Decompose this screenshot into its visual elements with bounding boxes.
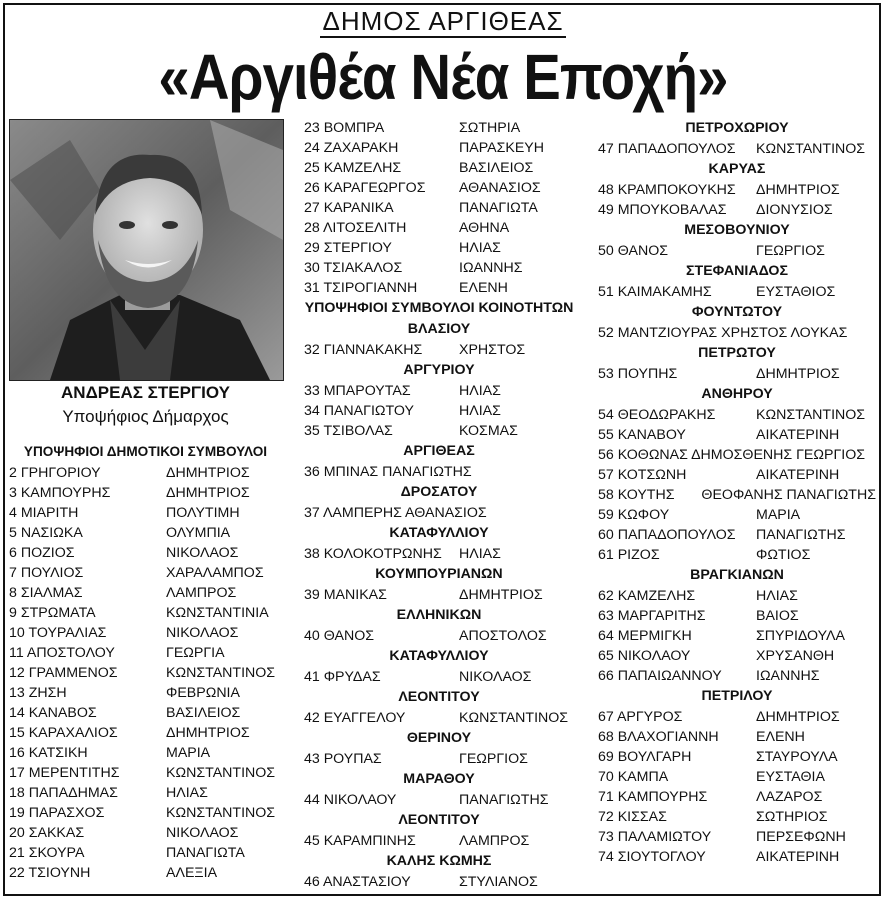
surname: 69 ΒΟΥΛΓΑΡΗ — [598, 749, 692, 765]
candidate-row — [304, 198, 574, 218]
candidate-row — [9, 643, 284, 663]
first-name: ΙΩΑΝΝΗΣ — [756, 668, 820, 684]
candidate-row — [598, 282, 876, 302]
candidate-row — [598, 707, 876, 727]
surname: 23 ΒΟΜΠΡΑ — [304, 120, 385, 136]
candidate-row — [304, 340, 574, 360]
candidate-name: ΑΝΔΡΕΑΣ ΣΤΕΡΓΙΟΥ — [61, 383, 230, 402]
surname: 53 ΠΟΥΠΗΣ — [598, 366, 678, 382]
first-name: ΛΑΜΠΡΟΣ — [459, 833, 530, 849]
candidate-row — [304, 626, 574, 646]
first-name: ΠΑΡΑΣΚΕΥΗ — [459, 140, 544, 156]
first-name: ΠΑΝΑΓΙΩΤΗΣ — [459, 792, 549, 808]
first-name: ΚΩΝΣΤΑΝΤΙΝΟΣ — [756, 141, 866, 157]
surname: 51 ΚΑΙΜΑΚΑΜΗΣ — [598, 284, 712, 300]
first-name: ΠΑΝΑΓΙΩΤΑ — [166, 845, 245, 861]
first-name: ΚΩΝΣΤΑΝΤΙΝΟΣ — [459, 710, 569, 726]
candidate-row — [598, 606, 876, 626]
first-name: ΑΙΚΑΤΕΡΙΝΗ — [756, 849, 840, 865]
first-name: ΗΛΙΑΣ — [459, 240, 501, 256]
first-name: ΕΛΕΝΗ — [459, 280, 508, 296]
candidate-row — [304, 401, 574, 421]
first-name: ΕΥΣΤΑΘΙΑ — [756, 769, 825, 785]
first-name: ΗΛΙΑΣ — [459, 403, 501, 419]
first-name: ΝΙΚΟΛΑΟΣ — [459, 669, 532, 685]
candidate-row — [304, 585, 574, 605]
candidate-row — [598, 139, 876, 159]
candidate-row — [304, 503, 574, 523]
candidate-row — [304, 238, 574, 258]
surname: 73 ΠΑΛΑΜΙΩΤΟΥ — [598, 829, 712, 845]
first-name: ΗΛΙΑΣ — [756, 588, 798, 604]
candidate-row — [9, 763, 284, 783]
surname: 18 ΠΑΠΑΔΗΜΑΣ — [9, 785, 118, 801]
first-name: ΚΟΣΜΑΣ — [459, 423, 518, 439]
candidate-row — [598, 767, 876, 787]
surname: 40 ΘΑΝΟΣ — [304, 628, 375, 644]
first-name: ΒΑΙΟΣ — [756, 608, 799, 624]
surname: 65 ΝΙΚΟΛΑΟΥ — [598, 648, 691, 664]
candidate-row — [598, 626, 876, 646]
surname: 21 ΣΚΟΥΡΑ — [9, 845, 85, 861]
community-header: ΜΑΡΑΘΟΥ — [403, 771, 475, 787]
first-name: ΔΗΜΗΤΡΙΟΣ — [756, 366, 840, 382]
first-name: ΜΑΡΙΑ — [756, 507, 801, 523]
candidate-row — [9, 783, 284, 803]
first-name: ΚΩΝΣΤΑΝΤΙΝΟΣ — [756, 407, 866, 423]
surname: 11 ΑΠΟΣΤΟΛΟΥ — [9, 645, 115, 661]
candidate-row — [304, 258, 574, 278]
first-name: ΓΕΩΡΓΙΟΣ — [756, 243, 825, 259]
candidate-row — [598, 787, 876, 807]
surname: 55 ΚΑΝΑΒΟΥ — [598, 427, 686, 443]
surname: 63 ΜΑΡΓΑΡΙΤΗΣ — [598, 608, 706, 624]
municipal-councillors-header: ΥΠΟΨΗΦΙΟΙ ΔΗΜΟΤΙΚΟΙ ΣΥΜΒΟΥΛΟΙ — [23, 444, 268, 459]
first-name: ΑΙΚΑΤΕΡΙΝΗ — [756, 467, 840, 483]
community-header: ΠΕΤΡΙΛΟΥ — [701, 688, 773, 704]
surname: 57 ΚΟΤΣΩΝΗ — [598, 467, 687, 483]
surname: 74 ΣΙΟΥΤΟΓΛΟΥ — [598, 849, 706, 865]
surname: 24 ΖΑΧΑΡΑΚΗ — [304, 140, 399, 156]
candidate-row — [9, 463, 284, 483]
candidate-row — [9, 683, 284, 703]
first-name: ΣΩΤΗΡΙΟΣ — [756, 809, 828, 825]
surname: 10 ΤΟΥΡΑΛΙΑΣ — [9, 625, 107, 641]
candidate-row — [304, 790, 574, 810]
first-name: ΠΑΝΑΓΙΩΤΗΣ — [756, 527, 846, 543]
candidate-row — [598, 586, 876, 606]
candidate-row — [9, 663, 284, 683]
candidate-row — [304, 667, 574, 687]
community-header: ΚΟΥΜΠΟΥΡΙΑΝΩΝ — [375, 566, 503, 582]
first-name: ΔΗΜΗΤΡΙΟΣ — [756, 709, 840, 725]
surname: 34 ΠΑΝΑΓΙΩΤΟΥ — [304, 403, 414, 419]
surname: 72 ΚΙΣΣΑΣ — [598, 809, 667, 825]
surname: 13 ΖΗΣΗ — [9, 685, 67, 701]
candidate-row — [598, 545, 876, 565]
surname: 68 ΒΛΑΧΟΓΙΑΝΝΗ — [598, 729, 719, 745]
first-name: ΗΛΙΑΣ — [459, 383, 501, 399]
candidate-row — [304, 178, 574, 198]
candidate-row — [9, 583, 284, 603]
first-name: ΦΕΒΡΩΝΙΑ — [166, 685, 240, 701]
surname: 25 ΚΑΜΖΕΛΗΣ — [304, 160, 402, 176]
first-name: ΔΗΜΗΤΡΙΟΣ — [166, 725, 250, 741]
first-name: ΗΛΙΑΣ — [166, 785, 208, 801]
surname: 33 ΜΠΑΡΟΥΤΑΣ — [304, 383, 411, 399]
surname: 26 ΚΑΡΑΓΕΩΡΓΟΣ — [304, 180, 426, 196]
candidate-row — [9, 863, 284, 883]
community-header: ΚΑΡΥΑΣ — [708, 161, 766, 177]
first-name: ΑΠΟΣΤΟΛΟΣ — [459, 628, 547, 644]
surname: 5 ΝΑΣΙΩΚΑ — [9, 525, 83, 541]
first-name: ΑΘΑΝΑΣΙΟΣ — [459, 180, 541, 196]
surname: 31 ΤΣΙΡΟΓΙΑΝΝΗ — [304, 280, 418, 296]
candidate-row — [9, 523, 284, 543]
candidate-row — [304, 831, 574, 851]
first-name: ΒΑΣΙΛΕΙΟΣ — [459, 160, 534, 176]
community-header: ΜΕΣΟΒΟΥΝΙΟΥ — [684, 222, 790, 238]
community-header: ΥΠΟΨΗΦΙΟΙ ΣΥΜΒΟΥΛΟΙ ΚΟΙΝΟΤΗΤΩΝ — [304, 300, 574, 316]
candidate-row — [304, 118, 574, 138]
candidate-row — [598, 847, 876, 867]
first-name: ΠΕΡΣΕΦΩΝΗ — [756, 829, 846, 845]
surname: 62 ΚΑΜΖΕΛΗΣ — [598, 588, 696, 604]
candidate-row — [304, 381, 574, 401]
community-councillors-list-2 — [598, 118, 876, 867]
candidate-row — [598, 485, 876, 505]
community-header: ΦΟΥΝΤΩΤΟΥ — [691, 304, 783, 320]
candidate-row — [598, 180, 876, 200]
surname: 30 ΤΣΙΑΚΑΛΟΣ — [304, 260, 403, 276]
first-name: ΛΑΖΑΡΟΣ — [756, 789, 823, 805]
first-name: ΔΗΜΗΤΡΙΟΣ — [166, 485, 250, 501]
surname: 54 ΘΕΟΔΩΡΑΚΗΣ — [598, 407, 716, 423]
surname: 56 ΚΟΘΩΝΑΣ ΔΗΜΟΣΘΕΝΗΣ ΓΕΩΡΓΙΟΣ — [598, 447, 866, 463]
first-name: ΑΙΚΑΤΕΡΙΝΗ — [756, 427, 840, 443]
surname: 19 ΠΑΡΑΣΧΟΣ — [9, 805, 105, 821]
first-name: ΝΙΚΟΛΑΟΣ — [166, 825, 239, 841]
candidate-row — [304, 872, 574, 892]
surname: 22 ΤΣΙΟΥΝΗ — [9, 865, 91, 881]
first-name: ΔΗΜΗΤΡΙΟΣ — [756, 182, 840, 198]
surname: 3 ΚΑΜΠΟΥΡΗΣ — [9, 485, 111, 501]
candidate-row — [598, 727, 876, 747]
community-header: ΛΕΟΝΤΙΤΟΥ — [398, 812, 480, 828]
first-name: ΙΩΑΝΝΗΣ — [459, 260, 523, 276]
candidate-row — [304, 218, 574, 238]
surname: 71 ΚΑΜΠΟΥΡΗΣ — [598, 789, 708, 805]
surname: 64 ΜΕΡΜΙΓΚΗ — [598, 628, 692, 644]
surname: 42 ΕΥΑΓΓΕΛΟΥ — [304, 710, 406, 726]
candidate-row — [9, 843, 284, 863]
candidate-row — [598, 505, 876, 525]
candidate-row — [9, 723, 284, 743]
municipal-councillors-list — [9, 463, 284, 883]
first-name: ΑΛΕΞΙΑ — [166, 865, 218, 881]
surname: 8 ΣΙΑΛΜΑΣ — [9, 585, 83, 601]
first-name: ΣΠΥΡΙΔΟΥΛΑ — [756, 628, 845, 644]
candidate-row — [598, 465, 876, 485]
surname: 41 ΦΡΥΔΑΣ — [304, 669, 381, 685]
community-councillors-list-1 — [304, 118, 574, 892]
candidate-row — [9, 743, 284, 763]
community-header: ΑΝΘΗΡΟΥ — [701, 386, 773, 402]
surname: 44 ΝΙΚΟΛΑΟΥ — [304, 792, 397, 808]
first-name: ΒΑΣΙΛΕΙΟΣ — [166, 705, 241, 721]
first-name: ΔΗΜΗΤΡΙΟΣ — [459, 587, 543, 603]
candidate-row — [598, 525, 876, 545]
candidate-row — [598, 364, 876, 384]
surname: 50 ΘΑΝΟΣ — [598, 243, 669, 259]
surname: 67 ΑΡΓΥΡΟΣ — [598, 709, 683, 725]
candidate-row — [598, 646, 876, 666]
surname: 47 ΠΑΠΑΔΟΠΟΥΛΟΣ — [598, 141, 736, 157]
candidate-portrait-image — [10, 120, 283, 380]
surname: 39 ΜΑΝΙΚΑΣ — [304, 587, 387, 603]
surname: 36 ΜΠΙΝΑΣ ΠΑΝΑΓΙΩΤΗΣ — [304, 464, 472, 480]
community-header: ΣΤΕΦΑΝΙΑΔΟΣ — [686, 263, 788, 279]
candidate-row — [304, 544, 574, 564]
surname: 59 ΚΩΦΟΥ — [598, 507, 670, 523]
surname: 27 ΚΑΡΑΝΙΚΑ — [304, 200, 394, 216]
surname: 48 ΚΡΑΜΠΟΚΟΥΚΗΣ — [598, 182, 736, 198]
first-name: ΣΤΑΥΡΟΥΛΑ — [756, 749, 838, 765]
first-name: ΔΙΟΝΥΣΙΟΣ — [756, 202, 833, 218]
candidate-role: Υποψήφιος Δήμαρχος — [62, 407, 229, 426]
surname: 29 ΣΤΕΡΓΙΟΥ — [304, 240, 392, 256]
surname: 49 ΜΠΟΥΚΟΒΑΛΑΣ — [598, 202, 727, 218]
candidate-row — [598, 405, 876, 425]
community-header: ΛΕΟΝΤΙΤΟΥ — [398, 689, 480, 705]
first-name: ΝΙΚΟΛΑΟΣ — [166, 625, 239, 641]
community-header: ΑΡΓΥΡΙΟΥ — [403, 362, 475, 378]
candidate-row — [9, 543, 284, 563]
candidate-row — [598, 807, 876, 827]
municipality-text: ΔΗΜΟΣ ΑΡΓΙΘΕΑΣ — [322, 6, 564, 36]
candidate-row — [304, 749, 574, 769]
candidate-row — [9, 823, 284, 843]
community-header: ΑΡΓΙΘΕΑΣ — [403, 443, 475, 459]
first-name: ΚΩΝΣΤΑΝΤΙΝΟΣ — [166, 765, 276, 781]
first-name: ΗΛΙΑΣ — [459, 546, 501, 562]
surname: 7 ΠΟΥΛΙΟΣ — [9, 565, 84, 581]
first-name: ΚΩΝΣΤΑΝΤΙΝΟΣ — [166, 665, 276, 681]
surname: 60 ΠΑΠΑΔΟΠΟΥΛΟΣ — [598, 527, 736, 543]
candidate-row — [304, 138, 574, 158]
first-name: ΝΙΚΟΛΑΟΣ — [166, 545, 239, 561]
candidate-row — [598, 827, 876, 847]
surname: 32 ΓΙΑΝΝΑΚΑΚΗΣ — [304, 342, 423, 358]
candidate-row — [304, 421, 574, 441]
first-name: ΠΟΛΥΤΙΜΗ — [166, 505, 240, 521]
candidate-row — [304, 462, 574, 482]
candidate-row — [9, 623, 284, 643]
candidate-row — [598, 747, 876, 767]
first-name: ΣΩΤΗΡΙΑ — [459, 120, 521, 136]
candidate-row — [9, 563, 284, 583]
first-name: ΓΕΩΡΓΙΟΣ — [459, 751, 528, 767]
first-name: ΛΑΜΠΡΟΣ — [166, 585, 237, 601]
first-name: ΦΩΤΙΟΣ — [756, 547, 811, 563]
candidate-row — [304, 278, 574, 298]
slogan: «Αργιθέα Νέα Εποχή» — [158, 41, 728, 113]
community-header: ΘΕΡΙΝΟΥ — [406, 730, 472, 746]
surname: 9 ΣΤΡΩΜΑΤΑ — [9, 605, 96, 621]
candidate-row — [598, 425, 876, 445]
candidate-photo — [9, 119, 284, 381]
community-header: ΠΕΤΡΩΤΟΥ — [698, 345, 776, 361]
surname: 20 ΣΑΚΚΑΣ — [9, 825, 85, 841]
first-name: ΚΩΝΣΤΑΝΤΙΝΙΑ — [166, 605, 269, 621]
surname: 70 ΚΑΜΠΑ — [598, 769, 669, 785]
candidate-row — [598, 445, 876, 465]
surname: 35 ΤΣΙΒΟΛΑΣ — [304, 423, 393, 439]
surname: 46 ΑΝΑΣΤΑΣΙΟΥ — [304, 874, 411, 890]
first-name: ΧΡΥΣΑΝΘΗ — [756, 648, 835, 664]
candidate-row — [304, 158, 574, 178]
community-header: ΚΑΤΑΦΥΛΛΙΟΥ — [389, 525, 489, 541]
community-header: ΚΑΛΗΣ ΚΩΜΗΣ — [386, 853, 492, 869]
surname: 6 ΠΟΖΙΟΣ — [9, 545, 75, 561]
community-header: ΕΛΛΗΝΙΚΩΝ — [396, 607, 482, 623]
first-name: ΟΛΥΜΠΙΑ — [166, 525, 231, 541]
surname: 37 ΛΑΜΠΕΡΗΣ ΑΘΑΝΑΣΙΟΣ — [304, 505, 487, 521]
candidate-row — [9, 483, 284, 503]
surname: 45 ΚΑΡΑΜΠΙΝΗΣ — [304, 833, 416, 849]
first-name: ΣΤΥΛΙΑΝΟΣ — [459, 874, 538, 890]
candidate-row — [9, 503, 284, 523]
first-name: ΠΑΝΑΓΙΩΤΑ — [459, 200, 538, 216]
municipality-title — [0, 6, 886, 37]
candidate-row — [598, 666, 876, 686]
surname: 61 ΡΙΖΟΣ — [598, 547, 660, 563]
first-name: ΕΥΣΤΑΘΙΟΣ — [756, 284, 836, 300]
community-header: ΠΕΤΡΟΧΩΡΙΟΥ — [685, 120, 789, 136]
community-header: ΚΑΤΑΦΥΛΛΙΟΥ — [389, 648, 489, 664]
candidate-row — [9, 803, 284, 823]
surname: 38 ΚΟΛΟΚΟΤΡΩΝΗΣ — [304, 546, 442, 562]
surname: 66 ΠΑΠΑΙΩΑΝΝΟΥ — [598, 668, 722, 684]
first-name: ΚΩΝΣΤΑΝΤΙΝΟΣ — [166, 805, 276, 821]
candidate-row — [598, 323, 876, 343]
surname: 43 ΡΟΥΠΑΣ — [304, 751, 382, 767]
first-name: ΘΕΟΦΑΝΗΣ ΠΑΝΑΓΙΩΤΗΣ — [701, 487, 876, 503]
surname: 28 ΛΙΤΟΣΕΛΙΤΗ — [304, 220, 407, 236]
first-name: ΑΘΗΝΑ — [459, 220, 510, 236]
first-name: ΜΑΡΙΑ — [166, 745, 211, 761]
candidate-row — [598, 200, 876, 220]
surname: 52 ΜΑΝΤΖΙΟΥΡΑΣ ΧΡΗΣΤΟΣ ΛΟΥΚΑΣ — [598, 325, 848, 341]
community-header: ΔΡΟΣΑΤΟΥ — [400, 484, 478, 500]
surname: 14 ΚΑΝΑΒΟΣ — [9, 705, 97, 721]
surname: 4 ΜΙΑΡΙΤΗ — [9, 505, 79, 521]
candidate-row — [304, 708, 574, 728]
surname: 16 ΚΑΤΣΙΚΗ — [9, 745, 88, 761]
surname: 17 ΜΕΡΕΝΤΙΤΗΣ — [9, 765, 120, 781]
community-header: ΒΡΑΓΚΙΑΝΩΝ — [690, 567, 784, 583]
candidate-row — [598, 241, 876, 261]
first-name: ΕΛΕΝΗ — [756, 729, 805, 745]
surname: 2 ΓΡΗΓΟΡΙΟΥ — [9, 465, 101, 481]
first-name: ΧΑΡΑΛΑΜΠΟΣ — [166, 565, 264, 581]
candidate-row — [9, 703, 284, 723]
first-name: ΓΕΩΡΓΙΑ — [166, 645, 225, 661]
surname: 15 ΚΑΡΑΧΑΛΙΟΣ — [9, 725, 118, 741]
surname: 12 ΓΡΑΜΜΕΝΟΣ — [9, 665, 118, 681]
first-name: ΧΡΗΣΤΟΣ — [459, 342, 526, 358]
first-name: ΔΗΜΗΤΡΙΟΣ — [166, 465, 250, 481]
candidate-row — [9, 603, 284, 623]
community-header: ΒΛΑΣΙΟΥ — [407, 321, 471, 337]
surname: 58 ΚΟΥΤΗΣ — [598, 487, 675, 503]
